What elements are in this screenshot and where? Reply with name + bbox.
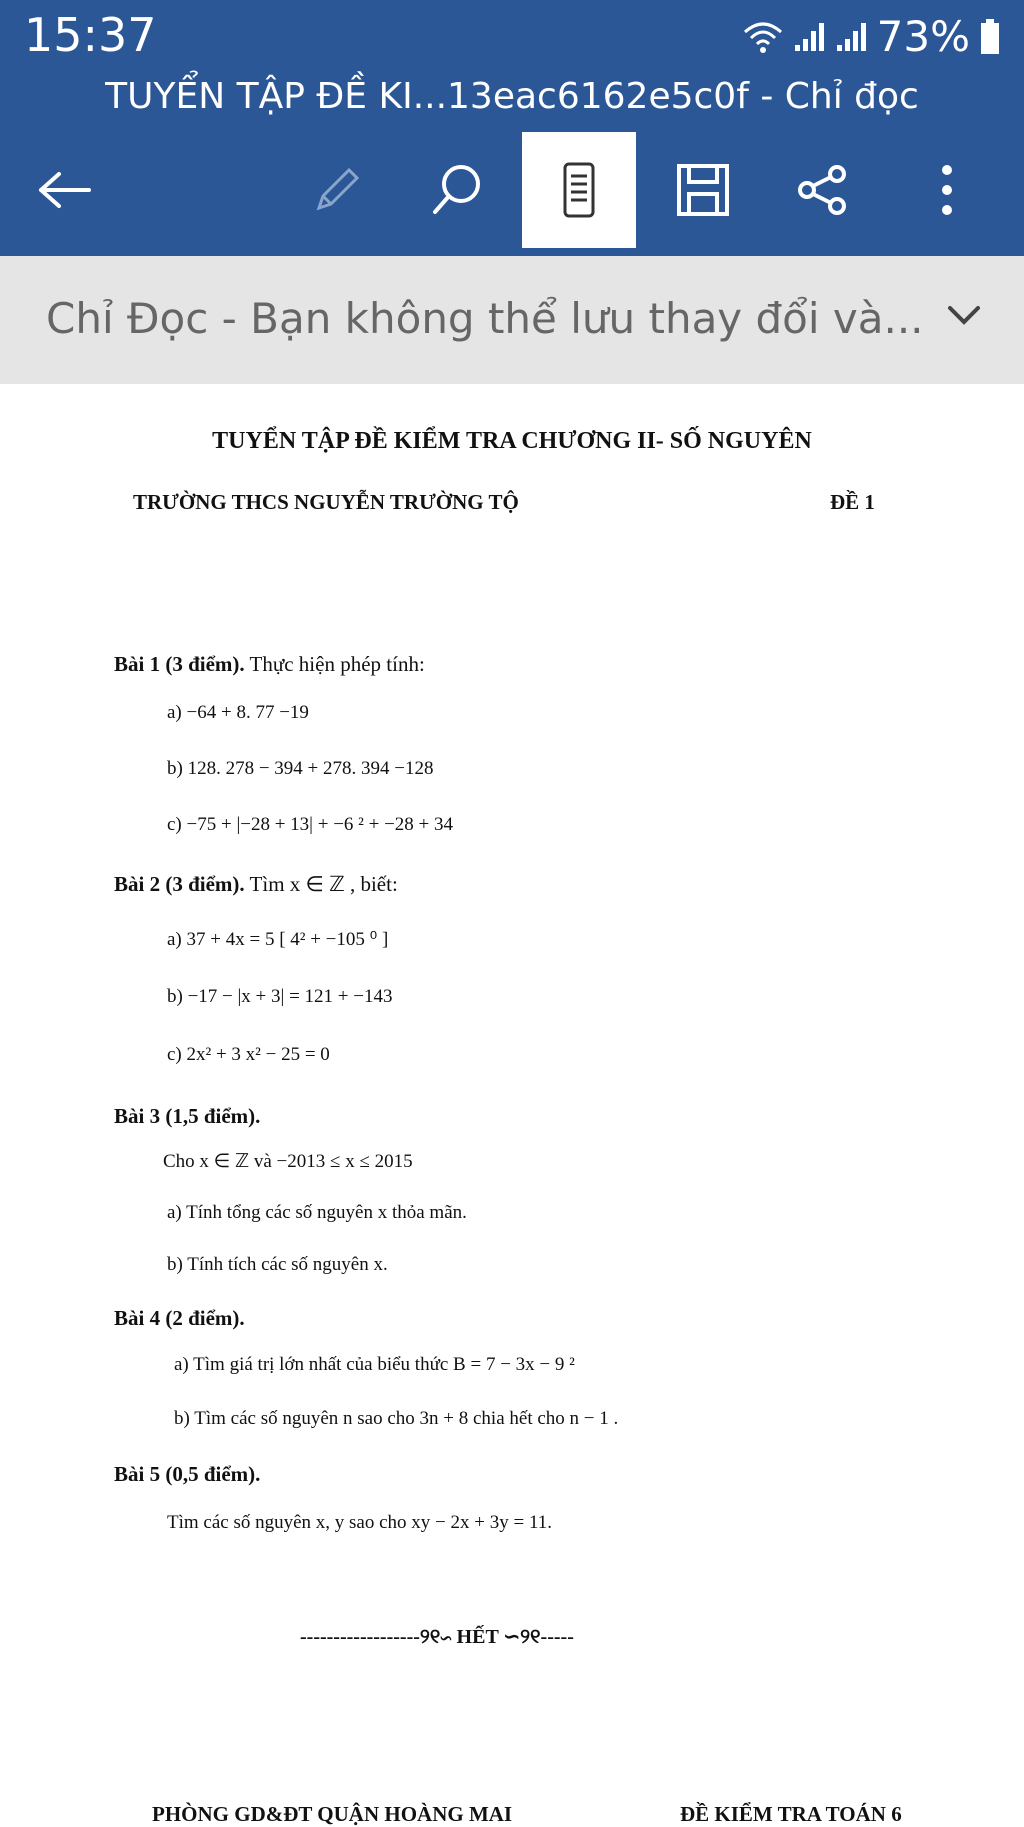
share-icon — [795, 162, 851, 218]
mobile-view-icon — [559, 162, 599, 218]
end-marker: ------------------୨୧∽ HẾT ∽୨୧----- — [300, 1626, 574, 1648]
battery-icon — [980, 19, 1000, 55]
bai1-desc: Thực hiện phép tính: — [244, 652, 425, 676]
bai5-title: Bài 5 (0,5 điểm). — [114, 1462, 261, 1486]
toolbar — [0, 132, 1024, 248]
bai1-a: a) −64 + 8. 77 −19 — [167, 702, 309, 723]
banner-text: Chỉ Đọc - Bạn không thể lưu thay đổi và... — [46, 294, 924, 343]
document-title: TUYỂN TẬP ĐỀ KI...13eac6162e5c0f - Chỉ đọc — [105, 76, 919, 117]
more-vertical-icon — [937, 162, 957, 218]
wifi-icon — [743, 20, 783, 54]
bai2-a: a) 37 + 4x = 5 [ 4² + −105 ⁰ ] — [167, 929, 389, 950]
read-only-banner[interactable] — [0, 256, 1024, 384]
document-page — [0, 384, 1024, 1826]
bai1-b: b) 128. 278 − 394 + 278. 394 −128 — [167, 758, 434, 779]
back-arrow-icon — [37, 170, 93, 210]
reading-view-button[interactable] — [522, 132, 636, 248]
bai3-a: a) Tính tổng các số nguyên x thỏa mãn. — [167, 1202, 467, 1223]
battery-percent: 73% — [876, 12, 970, 61]
bai1-heading — [114, 652, 425, 677]
bai3-b: b) Tính tích các số nguyên x. — [167, 1254, 388, 1275]
search-button[interactable] — [400, 132, 514, 248]
bai2-c: c) 2x² + 3 x² − 25 = 0 — [167, 1044, 330, 1065]
more-options-button[interactable] — [890, 132, 1004, 248]
back-button[interactable] — [8, 132, 122, 248]
signal-icon-1 — [793, 21, 825, 53]
chevron-down-icon[interactable] — [946, 298, 982, 334]
exam-number: ĐỀ 1 — [830, 490, 875, 514]
search-icon — [427, 160, 487, 220]
bai1-title: Bài 1 (3 điểm). — [114, 652, 245, 676]
edit-button[interactable] — [280, 132, 394, 248]
share-button[interactable] — [766, 132, 880, 248]
bai2-title: Bài 2 (3 điểm). — [114, 872, 245, 896]
school-name: TRƯỜNG THCS NGUYỄN TRƯỜNG TỘ — [133, 490, 519, 514]
bai4-b: b) Tìm các số nguyên n sao cho 3n + 8 chia hết cho n − 1 . — [174, 1408, 619, 1429]
bai5-a: Tìm các số nguyên x, y sao cho xy − 2x + 3y = 11. — [167, 1512, 552, 1533]
signal-icon-2 — [835, 21, 867, 53]
status-time: 15:37 — [24, 8, 157, 62]
doc-title: TUYỂN TẬP ĐỀ KIỂM TRA CHƯƠNG II- SỐ NGUYÊN — [212, 428, 812, 454]
footer-right: ĐỀ KIỂM TRA TOÁN 6 — [680, 1802, 902, 1826]
bai2-desc: Tìm x ∈ ℤ , biết: — [244, 872, 398, 896]
app-bar — [0, 0, 1024, 256]
save-icon — [675, 162, 731, 218]
pencil-icon — [309, 162, 365, 218]
bai3-cho: Cho x ∈ ℤ và −2013 ≤ x ≤ 2015 — [163, 1151, 413, 1172]
save-button[interactable] — [646, 132, 760, 248]
status-icons — [743, 12, 1000, 61]
bai4-title: Bài 4 (2 điểm). — [114, 1306, 245, 1330]
bai2-b: b) −17 − |x + 3| = 121 + −143 — [167, 986, 393, 1007]
bai3-title: Bài 3 (1,5 điểm). — [114, 1104, 261, 1128]
footer-left: PHÒNG GD&ĐT QUẬN HOÀNG MAI — [152, 1802, 513, 1826]
bai4-a: a) Tìm giá trị lớn nhất của biểu thức B = 7 − 3x − 9 ² — [174, 1354, 575, 1375]
bai2-heading — [114, 872, 398, 897]
bai1-c: c) −75 + |−28 + 13| + −6 ² + −28 + 34 — [167, 814, 454, 835]
